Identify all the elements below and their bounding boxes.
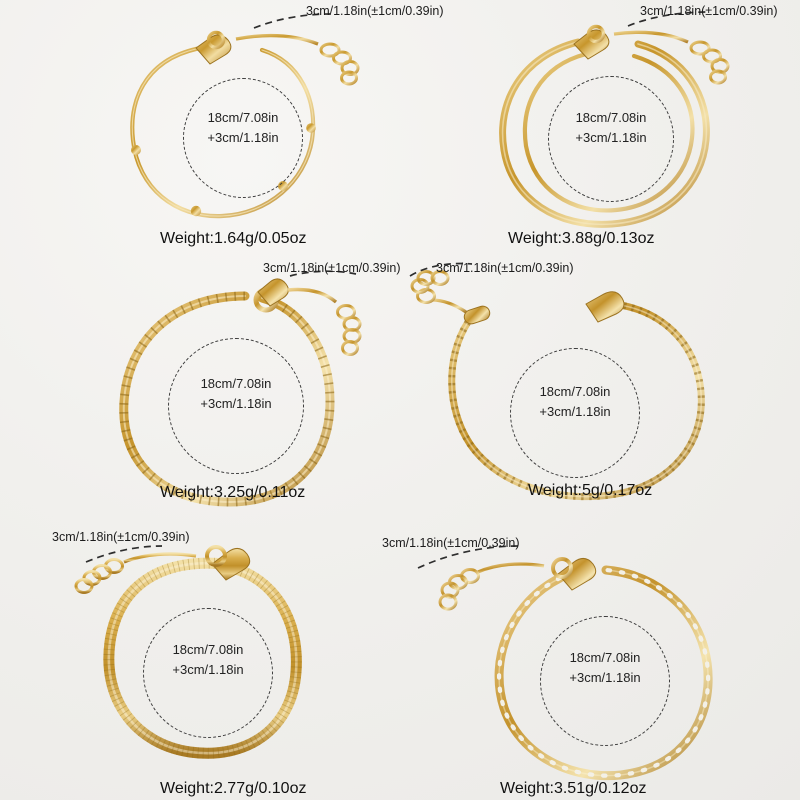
product-item-1 xyxy=(0,0,444,266)
weight-label-2: Weight:3.88g/0.13oz xyxy=(508,230,655,247)
measurement-labels-6 xyxy=(540,648,670,688)
length-label-6a: 18cm/7.08in xyxy=(569,650,641,665)
extender-label-6: 3cm/1.18in(±1cm/0.39in) xyxy=(382,536,520,550)
length-label-3a: 18cm/7.08in xyxy=(200,376,272,391)
product-item-6 xyxy=(382,512,800,797)
length-label-6b: +3cm/1.18in xyxy=(569,670,641,686)
weight-label-3: Weight:3.25g/0.11oz xyxy=(160,484,306,501)
length-label-3b: +3cm/1.18in xyxy=(200,396,272,412)
length-label-5b: +3cm/1.18in xyxy=(172,662,244,678)
measurement-labels-1 xyxy=(183,108,303,148)
length-label-4b: +3cm/1.18in xyxy=(539,404,611,420)
length-label-1b: +3cm/1.18in xyxy=(207,130,279,146)
length-label-2a: 18cm/7.08in xyxy=(575,110,647,125)
measurement-labels-2 xyxy=(548,108,674,148)
measurement-labels-5 xyxy=(143,640,273,680)
product-item-5 xyxy=(0,512,400,797)
product-item-2 xyxy=(400,0,800,266)
length-label-2b: +3cm/1.18in xyxy=(575,130,647,146)
length-label-1a: 18cm/7.08in xyxy=(207,110,279,125)
product-item-4 xyxy=(400,256,800,522)
weight-label-5: Weight:2.77g/0.10oz xyxy=(160,780,307,797)
weight-label-1: Weight:1.64g/0.05oz xyxy=(160,230,307,247)
weight-label-6: Weight:3.51g/0.12oz xyxy=(500,780,647,797)
length-label-4a: 18cm/7.08in xyxy=(539,384,611,399)
weight-label-4: Weight:5g/0.17oz xyxy=(528,482,653,499)
extender-label-2: 3cm/1.18in(±1cm/0.39in) xyxy=(640,4,778,18)
measurement-labels-3 xyxy=(168,374,304,414)
product-item-3 xyxy=(0,256,400,522)
extender-label-5: 3cm/1.18in(±1cm/0.39in) xyxy=(52,530,190,544)
measurement-labels-4 xyxy=(510,382,640,422)
extender-label-1: 3cm/1.18in(±1cm/0.39in) xyxy=(306,4,444,18)
extender-label-4: 3cm/1.18in(±1cm/0.39in) xyxy=(436,261,574,275)
extender-label-3: 3cm/1.18in(±1cm/0.39in) xyxy=(263,261,401,275)
length-label-5a: 18cm/7.08in xyxy=(172,642,244,657)
